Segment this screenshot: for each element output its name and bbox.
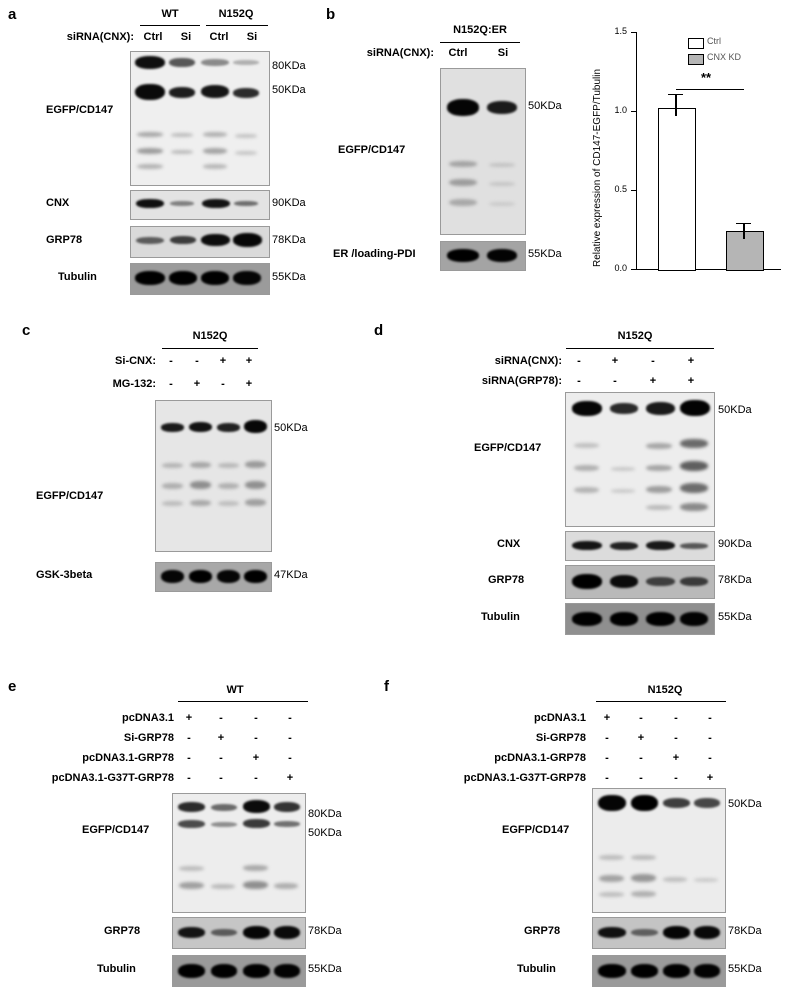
panel-e-row-label-1: pcDNA3.1: [122, 712, 174, 724]
chart-bar-cnxkd: [726, 231, 764, 271]
panel-a-rule-wt: [140, 25, 200, 26]
panel-a-label-cnx: CNX: [46, 197, 70, 209]
chart-legend-label-ctrl: Ctrl: [707, 36, 721, 46]
panel-label-f: f: [384, 678, 389, 695]
panel-f-r2-v4: -: [708, 732, 712, 744]
panel-a-row-label: siRNA(CNX):: [66, 31, 134, 43]
panel-c-r2-v1: -: [169, 378, 173, 390]
panel-b-mw-55: 55KDa: [528, 248, 562, 260]
panel-e-r2-v3: -: [254, 732, 258, 744]
panel-d-row-label-2: siRNA(GRP78):: [481, 375, 562, 387]
panel-c-row-label-2: MG-132:: [112, 378, 156, 390]
panel-e-blot-grp78: [172, 917, 306, 949]
panel-c-r1-v2: -: [195, 355, 199, 367]
panel-a-mw-78: 78KDa: [272, 234, 306, 246]
chart-tick-0-0: [631, 269, 636, 270]
panel-a-mw-55: 55KDa: [272, 271, 306, 283]
panel-c-blot-egfp-cd147: [155, 400, 272, 552]
panel-a-mw-50: 50KDa: [272, 84, 306, 96]
panel-a-group-n152q: N152Q: [218, 8, 254, 20]
panel-d-label-grp78: GRP78: [488, 574, 525, 586]
panel-label-c: c: [22, 322, 31, 339]
panel-e-row-label-3: pcDNA3.1-GRP78: [82, 752, 174, 764]
panel-c-blot-gsk3beta: [155, 562, 272, 592]
panel-e-r2-v2: +: [217, 732, 225, 744]
panel-e-mw-78: 78KDa: [308, 925, 342, 937]
panel-d-blot-cnx: [565, 531, 715, 561]
chart-tick-1-0: [631, 111, 636, 112]
panel-label-a: a: [8, 6, 17, 23]
panel-c-group-header: N152Q: [192, 330, 228, 342]
panel-e-r1-v2: -: [219, 712, 223, 724]
panel-f-row-label-3: pcDNA3.1-GRP78: [494, 752, 586, 764]
panel-c-r1-v3: +: [219, 355, 227, 367]
chart-significance-line: [676, 89, 744, 90]
panel-b-row-label: siRNA(CNX):: [366, 47, 434, 59]
panel-f-r4-v2: -: [639, 772, 643, 784]
panel-e-label-egfp-cd147: EGFP/CD147: [82, 824, 150, 836]
panel-label-e: e: [8, 678, 17, 695]
panel-f-r4-v1: -: [605, 772, 609, 784]
panel-c-rule: [162, 348, 258, 349]
chart-tick-1-5: [631, 32, 636, 33]
panel-a-blot-grp78: [130, 226, 270, 258]
panel-d-r2-v2: -: [613, 375, 617, 387]
panel-a-lane-3: Ctrl: [209, 31, 229, 43]
panel-d-blot-tubulin: [565, 603, 715, 635]
chart-bar-ctrl: [658, 108, 696, 271]
panel-f-group-header: N152Q: [647, 684, 683, 696]
panel-c-r2-v4: +: [245, 378, 253, 390]
panel-f-r3-v3: +: [672, 752, 680, 764]
panel-c-mw-47: 47KDa: [274, 569, 308, 581]
panel-b-label-egfp-cd147: EGFP/CD147: [338, 144, 406, 156]
panel-f-blot-tubulin: [592, 955, 726, 987]
panel-c-mw-50: 50KDa: [274, 422, 308, 434]
panel-d-blot-grp78: [565, 565, 715, 599]
panel-d-r1-v2: +: [611, 355, 619, 367]
panel-d-r1-v3: -: [651, 355, 655, 367]
panel-e-mw-80: 80KDa: [308, 808, 342, 820]
panel-e-label-tubulin: Tubulin: [97, 963, 136, 975]
panel-f-r3-v4: -: [708, 752, 712, 764]
panel-e-row-label-2: Si-GRP78: [123, 732, 174, 744]
chart-errorbar-ctrl: [675, 94, 676, 116]
panel-e-r4-v4: +: [286, 772, 294, 784]
panel-b-group-header: N152Q:ER: [453, 24, 507, 36]
panel-f-r1-v4: -: [708, 712, 712, 724]
panel-a-group-wt: WT: [161, 8, 179, 20]
chart-errorbar-cnxkd: [743, 223, 744, 239]
panel-e-r4-v1: -: [187, 772, 191, 784]
panel-d-mw-50: 50KDa: [718, 404, 752, 416]
panel-f-r4-v3: -: [674, 772, 678, 784]
chart-ticklabel-0-0: 0.0: [614, 263, 627, 273]
chart-ticklabel-1-0: 1.0: [614, 105, 627, 115]
panel-a-mw-90: 90KDa: [272, 197, 306, 209]
panel-c-r1-v1: -: [169, 355, 173, 367]
panel-f-rule: [596, 701, 726, 702]
panel-b-lane-2: Si: [497, 47, 509, 59]
panel-d-label-egfp-cd147: EGFP/CD147: [474, 442, 542, 454]
panel-c-r1-v4: +: [245, 355, 253, 367]
panel-f-r4-v4: +: [706, 772, 714, 784]
panel-label-d: d: [374, 322, 384, 339]
panel-a-label-tubulin: Tubulin: [58, 271, 97, 283]
panel-a-lane-2: Si: [180, 31, 192, 43]
panel-e-r1-v3: -: [254, 712, 258, 724]
panel-e-r2-v4: -: [288, 732, 292, 744]
panel-a-label-egfp-cd147: EGFP/CD147: [46, 104, 114, 116]
panel-b-blot-pdi: [440, 241, 526, 271]
panel-f-r2-v2: +: [637, 732, 645, 744]
panel-d-mw-90: 90KDa: [718, 538, 752, 550]
panel-e-r4-v3: -: [254, 772, 258, 784]
panel-b-lane-1: Ctrl: [448, 47, 468, 59]
panel-b-rule: [440, 42, 520, 43]
panel-a-lane-4: Si: [246, 31, 258, 43]
chart-y-axis: [636, 32, 637, 270]
panel-f-r3-v1: -: [605, 752, 609, 764]
panel-f-r2-v3: -: [674, 732, 678, 744]
panel-e-r4-v2: -: [219, 772, 223, 784]
panel-f-blot-egfp-cd147: [592, 788, 726, 913]
panel-e-row-label-4: pcDNA3.1-G37T-GRP78: [51, 772, 174, 784]
panel-e-r3-v3: +: [252, 752, 260, 764]
panel-f-row-label-4: pcDNA3.1-G37T-GRP78: [463, 772, 586, 784]
chart-ticklabel-0-5: 0.5: [614, 184, 627, 194]
panel-e-r1-v1: +: [185, 712, 193, 724]
panel-f-r1-v1: +: [603, 712, 611, 724]
panel-e-blot-egfp-cd147: [172, 793, 306, 913]
panel-d-group-header: N152Q: [617, 330, 653, 342]
panel-d-rule: [566, 348, 714, 349]
chart-ticklabel-1-5: 1.5: [614, 26, 627, 36]
panel-d-r1-v1: -: [577, 355, 581, 367]
panel-f-label-tubulin: Tubulin: [517, 963, 556, 975]
panel-e-r3-v1: -: [187, 752, 191, 764]
panel-a-rule-n152q: [206, 25, 268, 26]
chart-y-axis-label: Relative expression of CD147-EGFP/Tubulin: [592, 68, 603, 267]
panel-e-r1-v4: -: [288, 712, 292, 724]
panel-f-r2-v1: -: [605, 732, 609, 744]
panel-d-r2-v4: +: [687, 375, 695, 387]
panel-c-label-egfp-cd147: EGFP/CD147: [36, 490, 104, 502]
panel-c-r2-v3: -: [221, 378, 225, 390]
panel-a-lane-1: Ctrl: [143, 31, 163, 43]
chart-legend-swatch-cnxkd: [688, 54, 704, 65]
panel-e-mw-55: 55KDa: [308, 963, 342, 975]
panel-c-r2-v2: +: [193, 378, 201, 390]
chart-legend-swatch-ctrl: [688, 38, 704, 49]
panel-d-r2-v3: +: [649, 375, 657, 387]
panel-e-rule: [178, 701, 308, 702]
chart-errorcap-cnxkd: [736, 223, 751, 224]
panel-d-r1-v4: +: [687, 355, 695, 367]
panel-d-label-cnx: CNX: [497, 538, 521, 550]
panel-c-label-gsk3beta: GSK-3beta: [36, 569, 93, 581]
panel-f-label-egfp-cd147: EGFP/CD147: [502, 824, 570, 836]
panel-e-label-grp78: GRP78: [104, 925, 141, 937]
panel-b-mw-50: 50KDa: [528, 100, 562, 112]
panel-f-r1-v2: -: [639, 712, 643, 724]
panel-f-row-label-1: pcDNA3.1: [534, 712, 586, 724]
chart-legend-label-cnxkd: CNX KD: [707, 52, 742, 62]
panel-d-row-label-1: siRNA(CNX):: [494, 355, 562, 367]
bar-chart: [566, 12, 781, 274]
panel-e-mw-50: 50KDa: [308, 827, 342, 839]
panel-e-blot-tubulin: [172, 955, 306, 987]
panel-e-group-header: WT: [226, 684, 244, 696]
panel-f-label-grp78: GRP78: [524, 925, 561, 937]
chart-tick-0-5: [631, 190, 636, 191]
panel-b-label-pdi: ER /loading-PDI: [333, 248, 416, 260]
panel-f-r3-v2: -: [639, 752, 643, 764]
panel-f-blot-grp78: [592, 917, 726, 949]
panel-e-r3-v2: -: [219, 752, 223, 764]
panel-a-label-grp78: GRP78: [46, 234, 83, 246]
panel-d-label-tubulin: Tubulin: [481, 611, 520, 623]
chart-errorcap-ctrl: [668, 94, 683, 95]
panel-a-mw-80: 80KDa: [272, 60, 306, 72]
panel-a-blot-tubulin: [130, 263, 270, 295]
panel-a-blot-egfp-cd147: [130, 51, 270, 186]
panel-a-blot-cnx: [130, 190, 270, 220]
panel-e-r2-v1: -: [187, 732, 191, 744]
panel-label-b: b: [326, 6, 336, 23]
panel-d-blot-egfp-cd147: [565, 392, 715, 527]
panel-f-mw-78: 78KDa: [728, 925, 762, 937]
panel-f-mw-50: 50KDa: [728, 798, 762, 810]
panel-f-row-label-2: Si-GRP78: [535, 732, 586, 744]
panel-f-mw-55: 55KDa: [728, 963, 762, 975]
panel-b-blot-egfp-cd147: [440, 68, 526, 235]
panel-f-r1-v3: -: [674, 712, 678, 724]
panel-e-r3-v4: -: [288, 752, 292, 764]
panel-d-mw-78: 78KDa: [718, 574, 752, 586]
chart-significance-label: **: [701, 70, 712, 85]
panel-c-row-label-1: Si-CNX:: [115, 355, 156, 367]
panel-d-r2-v1: -: [577, 375, 581, 387]
panel-d-mw-55: 55KDa: [718, 611, 752, 623]
